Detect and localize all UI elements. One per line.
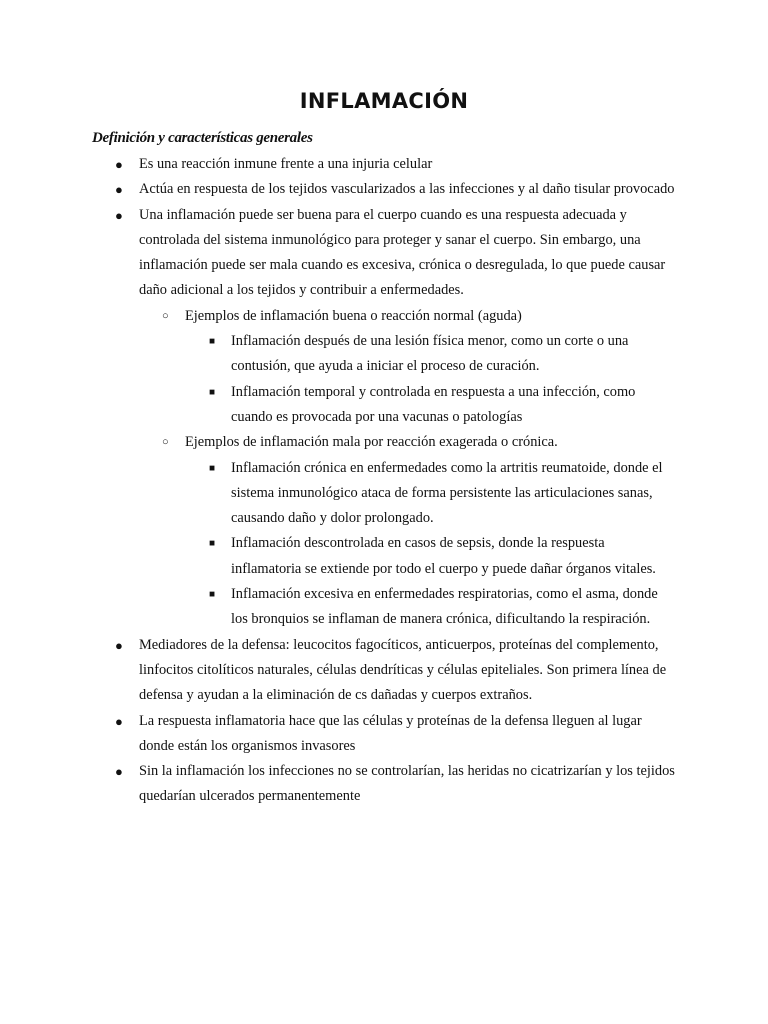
bullet-list xyxy=(0,152,768,810)
sub-sub-list xyxy=(185,456,685,633)
sub-sub-list-item xyxy=(0,456,676,532)
list-item-text: Una inflamación puede ser buena para el cuerpo cuando es una respuesta adecuada y controlada del sistema inmunológico para proteger y sanar el cuerpo. Sin embargo, una inflamación puede ser mala cuando es excesiva, crónica o desregulada, lo que puede causar daño adicional a los tejidos y contribuir a enfermedades. xyxy=(139,206,666,299)
sub-list xyxy=(139,304,679,633)
bullet-icon: ● xyxy=(115,764,123,780)
list-item xyxy=(0,177,679,202)
bullet-icon: ● xyxy=(115,637,123,653)
sub-sub-list-item-text: Inflamación después de una lesión física menor, como un corte o una contusión, que ayuda a iniciar el proceso de curación. xyxy=(231,333,629,375)
sub-list-item-text: Ejemplos de inflamación mala por reacción exagerada o crónica. xyxy=(185,434,558,451)
sub-sub-list xyxy=(185,329,685,430)
sub-sub-list-item-text: Inflamación excesiva en enfermedades respiratorias, como el asma, donde los bronquios se inflaman de manera crónica, dificultando la respiración. xyxy=(231,586,658,628)
bullet-icon: ● xyxy=(115,207,123,223)
list-item xyxy=(0,152,679,177)
sub-sub-list-item xyxy=(0,329,676,380)
bullet-icon: ● xyxy=(115,713,123,729)
section-subtitle: Definición y características generales xyxy=(92,130,313,146)
square-bullet-icon: ■ xyxy=(209,589,216,601)
sub-sub-list-item xyxy=(0,531,676,582)
list-item-text: La respuesta inflamatoria hace que las células y proteínas de la defensa lleguen al lugar donde están los organismos invasores xyxy=(139,712,642,754)
list-item xyxy=(0,709,679,760)
square-bullet-icon: ■ xyxy=(209,386,216,398)
sub-sub-list-item-text: Inflamación descontrolada en casos de sepsis, donde la respuesta inflamatoria se extiende por todo el cuerpo y puede dañar órganos vitales. xyxy=(231,535,656,577)
sub-sub-list-item-text: Inflamación temporal y controlada en respuesta a una infección, como cuando es provocada por una vacunas o patologías xyxy=(231,383,636,425)
sub-sub-list-item xyxy=(0,380,676,431)
bullet-icon: ● xyxy=(115,157,123,172)
list-item xyxy=(0,633,679,709)
list-item-text: Mediadores de la defensa: leucocitos fagocíticos, anticuerpos, proteínas del complemento, linfocitos citolíticos naturales, células dendríticas y células epiteliales. Son primera línea de defensa y ayudan a la eliminación de cs dañadas y cuerpos extraños. xyxy=(139,636,667,704)
sub-sub-list-item xyxy=(0,582,676,633)
list-item-text: Actúa en respuesta de los tejidos vascularizados a las infecciones y al daño tisular provocado xyxy=(139,181,675,198)
square-bullet-icon: ■ xyxy=(209,336,216,348)
bullet-icon: ● xyxy=(115,182,123,198)
hollow-circle-bullet-icon: ○ xyxy=(162,309,169,322)
sub-list-item-text: Ejemplos de inflamación buena o reacción normal (aguda) xyxy=(185,307,522,324)
hollow-circle-bullet-icon: ○ xyxy=(162,436,169,449)
sub-list-item xyxy=(0,304,685,430)
sub-list-item xyxy=(0,430,685,632)
sub-sub-list-item-text: Inflamación crónica en enfermedades como la artritis reumatoide, donde el sistema inmunológico ataca de forma persistente las articulaciones sanas, causando daño y dolor prolongado. xyxy=(231,459,663,527)
square-bullet-icon: ■ xyxy=(209,462,216,474)
page-title: INFLAMACIÓN xyxy=(299,89,469,113)
square-bullet-icon: ■ xyxy=(209,538,216,550)
list-item-text: Sin la inflamación los infecciones no se controlarían, las heridas no cicatrizarían y los tejidos quedarían ulcerados permanentemente xyxy=(139,763,675,805)
list-item xyxy=(0,759,679,810)
list-item-text: Es una reacción inmune frente a una injuria celular xyxy=(139,156,433,172)
list-item xyxy=(0,203,679,633)
